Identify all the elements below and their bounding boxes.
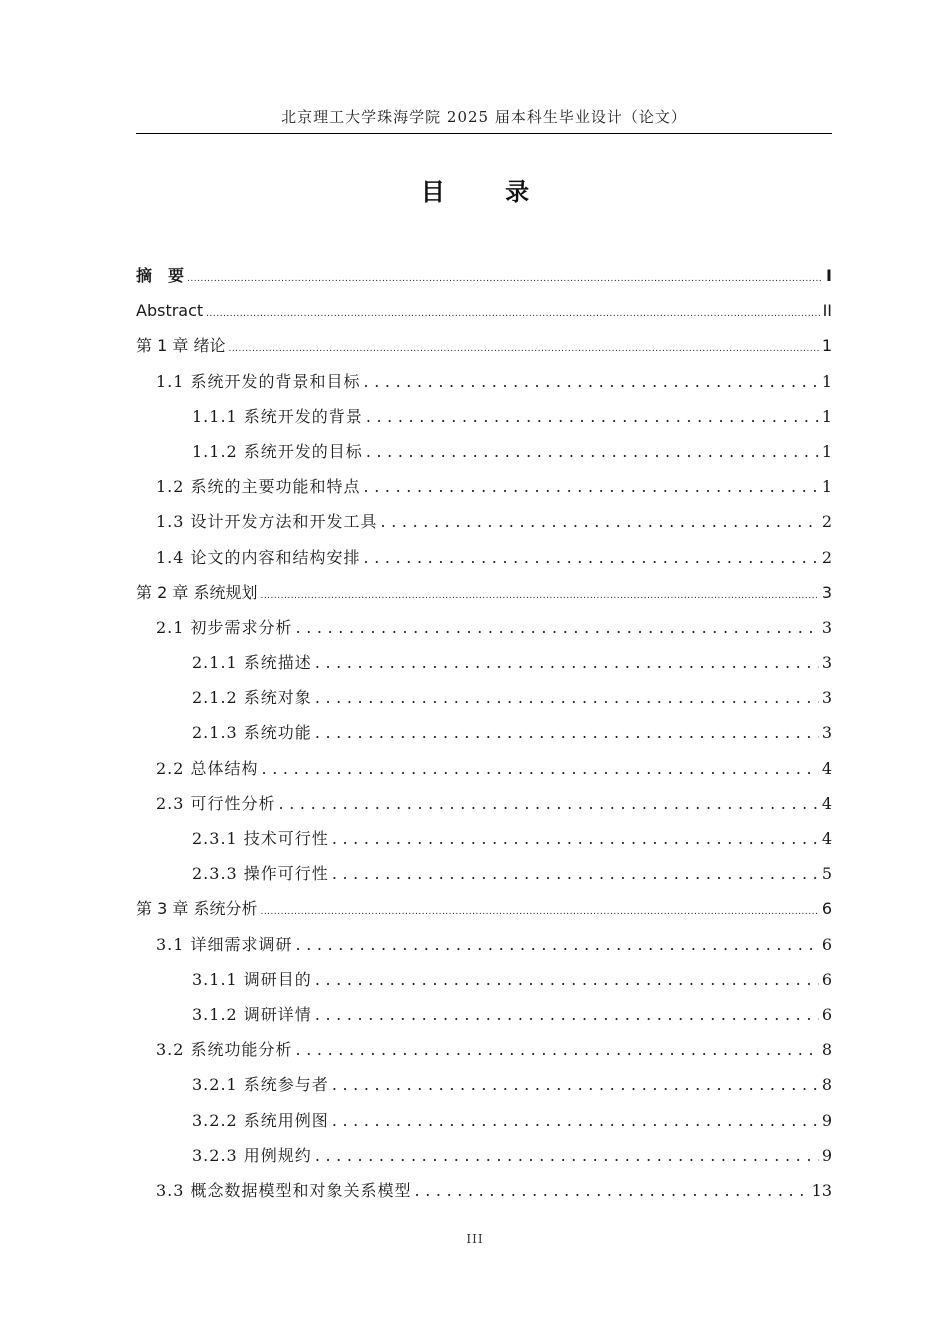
toc-dot-leader [260, 579, 818, 614]
toc-dot-leader [296, 927, 819, 962]
toc-dot-leader [279, 786, 819, 821]
toc-entry-page-number: 6 [821, 934, 832, 954]
toc-entry-label: 1.2 系统的主要功能和特点 [156, 477, 361, 497]
toc-entry-page-number: 9 [821, 1145, 832, 1165]
toc-entry[interactable] [136, 434, 832, 469]
toc-entry-page-number: 4 [821, 758, 832, 778]
toc-entry[interactable] [136, 575, 832, 610]
toc-entry[interactable] [136, 469, 832, 504]
toc-entry[interactable] [136, 715, 832, 750]
toc-dot-leader [262, 751, 819, 786]
toc-entry-page-number: 4 [821, 829, 832, 848]
toc-entry-label: 2.1.2 系统对象 [192, 688, 312, 708]
toc-entry[interactable] [136, 997, 832, 1032]
toc-entry-label: 1.3 设计开发方法和开发工具 [156, 512, 378, 532]
toc-entry-label: 3.2.2 系统用例图 [192, 1110, 329, 1130]
toc-entry-page-number: 9 [821, 1110, 832, 1130]
toc-entry-page-number: 1 [821, 371, 832, 391]
toc-entry-page-number: 8 [821, 1075, 832, 1095]
page-title: 目 录 [420, 178, 556, 206]
toc-entry[interactable] [136, 364, 832, 399]
table-of-contents [136, 258, 832, 1208]
toc-dot-leader [332, 821, 819, 856]
toc-entry-label: 第 1 章 绪论 [136, 336, 226, 356]
toc-entry-label: 2.3.3 操作可行性 [192, 864, 329, 884]
toc-entry[interactable] [136, 540, 832, 575]
toc-dot-leader [315, 1138, 819, 1173]
toc-entry-label: 3.1.2 调研详情 [192, 1004, 312, 1024]
toc-entry[interactable] [136, 399, 832, 434]
toc-entry-label: 3.1 详细需求调研 [156, 934, 293, 954]
toc-entry[interactable] [136, 504, 832, 539]
toc-dot-leader [332, 856, 819, 891]
toc-dot-leader [260, 895, 818, 930]
toc-entry-label: 第 3 章 系统分析 [136, 899, 258, 919]
toc-entry-page-number: 6 [821, 969, 832, 989]
toc-entry-label: 3.1.1 调研目的 [192, 969, 312, 989]
toc-entry-page-number: 1 [821, 406, 832, 426]
toc-dot-leader [315, 997, 819, 1032]
toc-entry-label: 2.1 初步需求分析 [156, 617, 293, 637]
toc-entry-label: 3.3 概念数据模型和对象关系模型 [156, 1180, 412, 1200]
footer-page-number: III [466, 1232, 484, 1246]
toc-entry-label: 2.1.1 系统描述 [192, 653, 312, 673]
toc-dot-leader [296, 1032, 819, 1067]
toc-entry-label: 1.1.1 系统开发的背景 [192, 406, 363, 426]
toc-dot-leader [315, 645, 819, 680]
toc-entry-label: 2.2 总体结构 [156, 758, 259, 778]
toc-entry[interactable] [136, 856, 832, 891]
toc-entry-page-number: 6 [821, 1004, 832, 1024]
toc-entry-page-number: 13 [811, 1180, 832, 1200]
toc-entry-page-number: 2 [821, 512, 832, 532]
toc-entry[interactable] [136, 328, 832, 363]
toc-entry[interactable] [136, 645, 832, 680]
toc-entry[interactable] [136, 927, 832, 962]
toc-entry-label: 1.4 论文的内容和结构安排 [156, 547, 361, 567]
toc-entry[interactable] [136, 1173, 832, 1208]
toc-entry[interactable] [136, 680, 832, 715]
toc-dot-leader [366, 434, 819, 469]
toc-entry-label: 摘 要 [136, 266, 185, 285]
toc-entry-label: 1.1.2 系统开发的目标 [192, 441, 363, 461]
toc-dot-leader [364, 469, 819, 504]
running-header: 北京理工大学珠海学院 2025 届本科生毕业设计（论文） [136, 106, 832, 134]
toc-entry-page-number: 1 [821, 336, 832, 356]
toc-entry[interactable] [136, 258, 832, 293]
toc-dot-leader [315, 715, 819, 750]
toc-entry-page-number: 6 [821, 899, 832, 919]
toc-entry-label: 3.2.1 系统参与者 [192, 1075, 329, 1095]
toc-dot-leader [332, 1103, 819, 1138]
toc-dot-leader [315, 962, 819, 997]
toc-entry-page-number: 3 [821, 688, 832, 708]
toc-entry-page-number: 1 [821, 477, 832, 497]
toc-entry[interactable] [136, 891, 832, 926]
toc-dot-leader [364, 540, 819, 575]
toc-entry-label: 1.1 系统开发的背景和目标 [156, 371, 361, 391]
toc-entry[interactable] [136, 1138, 832, 1173]
toc-entry-label: 3.2.3 用例规约 [192, 1145, 312, 1165]
toc-entry[interactable] [136, 293, 832, 328]
toc-entry-label: Abstract [136, 301, 204, 321]
toc-entry[interactable] [136, 821, 832, 856]
toc-dot-leader [315, 680, 819, 715]
toc-entry[interactable] [136, 786, 832, 821]
toc-entry-label: 第 2 章 系统规划 [136, 582, 258, 602]
toc-dot-leader [228, 332, 818, 367]
toc-entry-label: 3.2 系统功能分析 [156, 1040, 293, 1060]
toc-entry[interactable] [136, 962, 832, 997]
toc-entry-label: 2.3 可行性分析 [156, 793, 276, 813]
toc-dot-leader [296, 610, 819, 645]
toc-entry[interactable] [136, 751, 832, 786]
toc-entry[interactable] [136, 1103, 832, 1138]
toc-entry-page-number: 1 [821, 441, 832, 461]
toc-entry-page-number: 3 [821, 723, 832, 743]
toc-entry-page-number: 4 [821, 793, 832, 813]
toc-dot-leader [415, 1173, 809, 1208]
toc-entry-label: 2.1.3 系统功能 [192, 723, 312, 743]
toc-entry-label: 2.3.1 技术可行性 [192, 829, 329, 848]
toc-dot-leader [381, 504, 819, 539]
toc-entry-page-number: 8 [821, 1040, 832, 1060]
toc-dot-leader [332, 1067, 819, 1102]
toc-entry-page-number: 2 [821, 547, 832, 567]
toc-entry-page-number: II [822, 301, 832, 321]
toc-dot-leader [206, 297, 819, 332]
toc-entry[interactable] [136, 1032, 832, 1067]
toc-entry-page-number: 3 [821, 653, 832, 673]
toc-entry-page-number: 5 [821, 864, 832, 884]
toc-dot-leader [187, 262, 823, 297]
toc-dot-leader [364, 364, 819, 399]
toc-entry[interactable] [136, 1067, 832, 1102]
toc-entry-page-number: 3 [821, 617, 832, 637]
toc-dot-leader [366, 399, 819, 434]
toc-entry-page-number: I [826, 266, 832, 285]
toc-entry-page-number: 3 [821, 582, 832, 602]
toc-entry[interactable] [136, 610, 832, 645]
